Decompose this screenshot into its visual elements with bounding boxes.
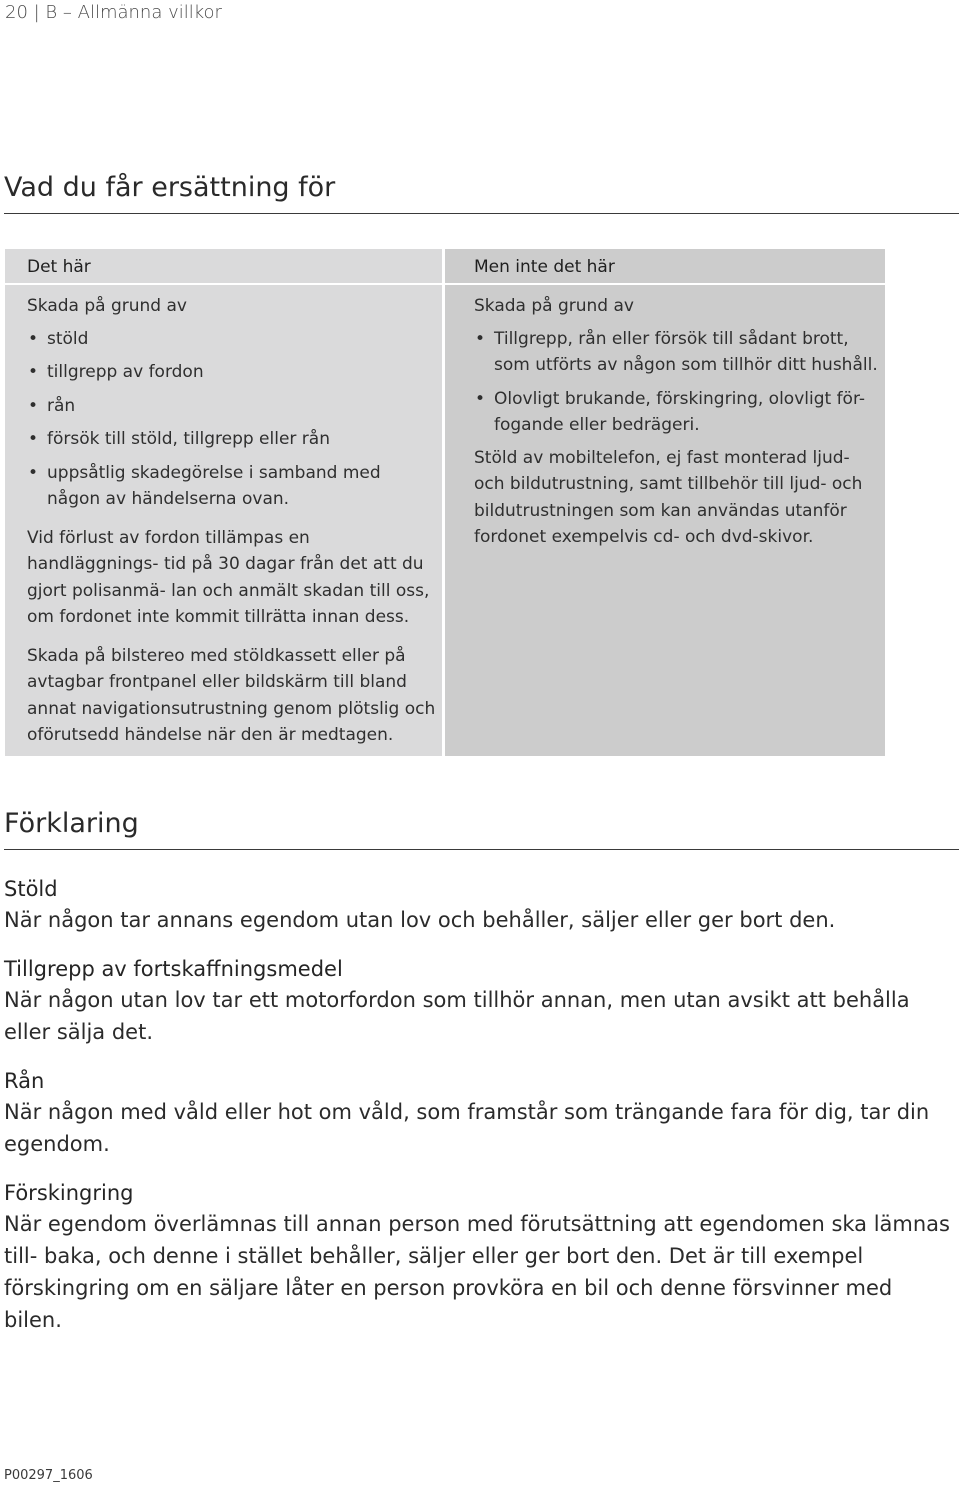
- definition-term: Förskingring: [4, 1181, 134, 1205]
- definition-term: Tillgrepp av fortskaffningsmedel: [4, 957, 343, 981]
- list-item: • Tillgrepp, rån eller försök till sådant brott, som utförts av någon som tillhör ditt hushåll.: [474, 326, 879, 379]
- covered-heading: Det här: [27, 257, 91, 277]
- list-item: • försök till stöld, tillgrepp eller rån: [27, 426, 437, 453]
- definition-text: När egendom överlämnas till annan person med förutsättning att egendomen ska lämnas till- baka, och denne i stället behåller, säljer eller ger bort den. Det är till exempel förskingring om en säljare låter en person provköra en bil och denne försvinner med bilen.: [4, 1212, 950, 1332]
- covered-column-header: [5, 249, 442, 285]
- definitions-list: [4, 874, 956, 1354]
- section-title-coverage: Vad du får ersättning för: [4, 172, 336, 203]
- excluded-heading: Men inte det här: [474, 257, 615, 277]
- section-title-explanation: Förklaring: [4, 808, 139, 839]
- definition-item: [4, 1178, 956, 1336]
- covered-list: [27, 326, 437, 513]
- list-item: • Olovligt brukande, förskingring, olovligt för- fogande eller bedrägeri.: [474, 386, 879, 439]
- list-item: • tillgrepp av fordon: [27, 359, 437, 386]
- section-divider: [4, 213, 959, 214]
- excluded-equipment-paragraph: Stöld av mobiltelefon, ej fast monterad ljud- och bildutrustning, samt tillbehör till ljud- och bildutrustningen som kan användas utanför fordonet exempelvis cd- och dvd-skivor.: [474, 447, 863, 547]
- excluded-column: [445, 249, 885, 756]
- definition-text: När någon med våld eller hot om våld, som framstår som trängande fara för dig, tar din egendom.: [4, 1100, 930, 1156]
- definition-text: När någon tar annans egendom utan lov och behåller, säljer eller ger bort den.: [4, 908, 836, 932]
- list-item: • stöld: [27, 326, 437, 353]
- car-stereo-paragraph: Skada på bilstereo med stöldkassett eller på avtagbar frontpanel eller bildskärm till bland annat navigationsutrustning genom plötslig och oförutsedd händelse när den är medtagen.: [27, 645, 436, 745]
- list-item: • rån: [27, 393, 437, 420]
- definition-text: När någon utan lov tar ett motorfordon som tillhör annan, men utan avsikt att behålla eller sälja det.: [4, 988, 910, 1044]
- covered-column-body: [27, 293, 437, 749]
- excluded-list: [474, 326, 879, 439]
- definition-item: [4, 954, 956, 1048]
- coverage-table: [5, 249, 885, 756]
- covered-column: [5, 249, 442, 756]
- definition-term: Stöld: [4, 877, 58, 901]
- section-divider: [4, 849, 959, 850]
- page-header: 20 | B – Allmänna villkor: [5, 2, 222, 23]
- document-code: P00297_1606: [4, 1468, 93, 1483]
- excluded-column-header: [445, 249, 885, 285]
- excluded-column-body: [474, 293, 879, 551]
- handling-time-paragraph: Vid förlust av fordon tillämpas en handläggnings- tid på 30 dagar från det att du gjort polisanmä- lan och anmält skadan till oss, om fordonet inte kommit tillrätta innan dess.: [27, 527, 430, 627]
- list-item: • uppsåtlig skadegörelse i samband med någon av händelserna ovan.: [27, 460, 437, 513]
- excluded-intro: Skada på grund av: [474, 296, 634, 316]
- covered-intro: Skada på grund av: [27, 296, 187, 316]
- definition-item: [4, 874, 956, 936]
- definition-term: Rån: [4, 1069, 45, 1093]
- definition-item: [4, 1066, 956, 1160]
